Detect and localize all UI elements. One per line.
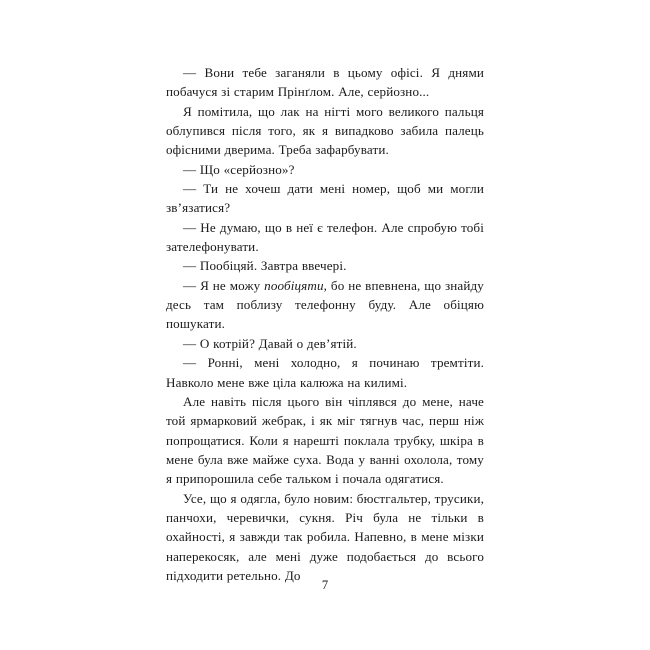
- paragraph-3: — Що «серйозно»?: [183, 161, 295, 177]
- paragraph-8: — О котрій? Давай о дев’ятій.: [183, 335, 357, 351]
- page-text-block: [166, 63, 484, 585]
- paragraph-7: [166, 276, 484, 334]
- paragraph-11: Усе, що я одягла, було новим: бюстгальтер, трусики, панчохи, черевички, сукня. Річ була не тільки в охайності, я завжди так робила. Напевно, в мене мізки наперекосяк, але мені дуже подобається до всього підходити ретельно. До: [166, 490, 484, 583]
- paragraph-7-prefix: — Я не можу: [183, 277, 265, 293]
- emphasized-word: пообіцяти: [264, 277, 324, 293]
- paragraph-7-suffix: , бо не впевнена, що знайду десь там поблизу телефонну буду. Але обіцяю пошукати.: [166, 277, 484, 332]
- paragraph-2: Я помітила, що лак на нігті мого великого пальця облупився після того, як я випадково забила палець офісними дверима. Треба зафарбувати.: [166, 103, 484, 158]
- paragraph-6: — Пообіцяй. Завтра ввечері.: [183, 258, 347, 274]
- paragraph-10: Але навіть після цього він чіплявся до мене, наче той ярмарковий жебрак, і як міг тягнув час, перш ніж попрощатися. Коли я нарешті поклала трубку, шкіра в мене була вже майже суха. Вода у ванні охолола, тому я припорошила себе тальком і почала одягатися.: [166, 393, 484, 487]
- paragraph-5: — Не думаю, що в неї є телефон. Але спробую тобі зателефонувати.: [166, 219, 484, 255]
- paragraph-4: — Ти не хочеш дати мені номер, щоб ми могли зв’язатися?: [166, 181, 484, 216]
- page-number: 7: [321, 578, 329, 592]
- paragraph-1: — Вони тебе заганяли в цьому офісі. Я днями побачуся зі старим Прінґлом. Але, серйозно...: [166, 65, 484, 100]
- paragraph-9: — Ронні, мені холодно, я починаю тремтіти. Навколо мене вже ціла калюжа на килимі.: [166, 355, 484, 390]
